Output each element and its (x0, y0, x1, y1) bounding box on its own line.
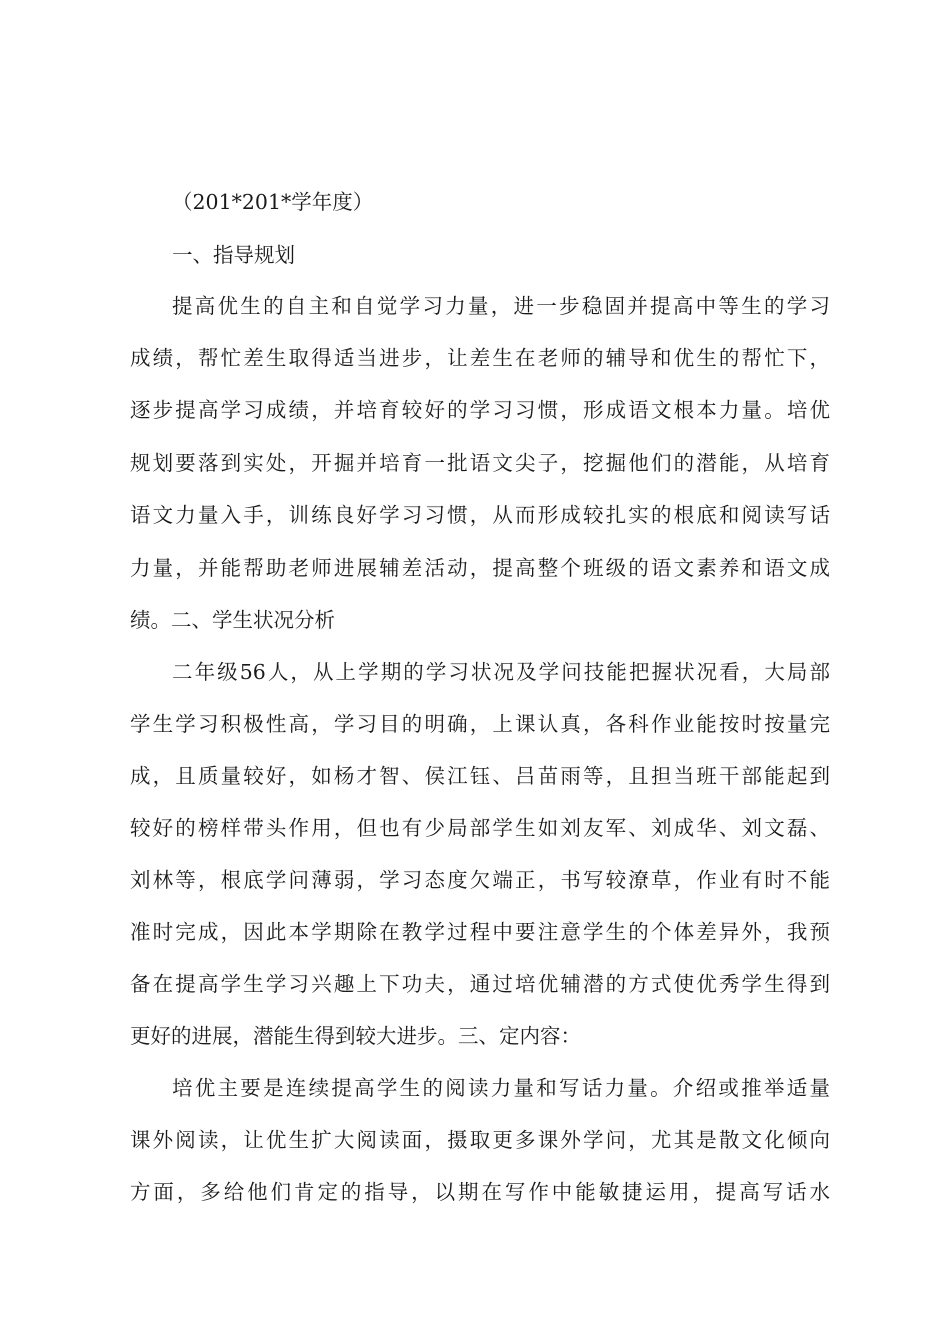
paragraph-line: 成，且质量较好，如杨才智、侯江钰、吕苗雨等，且担当班干部能起到 (130, 764, 830, 788)
paragraph-line: 备在提高学生学习兴趣上下功夫，通过培优辅潜的方式使优秀学生得到 (130, 972, 830, 996)
paragraph-line: 更好的进展，潜能生得到较大进步。三、定内容： (130, 1024, 581, 1048)
paragraph-line: 刘林等，根底学问薄弱，学习态度欠端正，书写较潦草，作业有时不能 (130, 868, 830, 892)
paragraph-line: 课外阅读，让优生扩大阅读面，摄取更多课外学问，尤其是散文化倾向 (130, 1128, 830, 1152)
paragraph-line: 方面，多给他们肯定的指导，以期在写作中能敏捷运用，提高写话水 (130, 1180, 830, 1204)
paragraph-line: 培优主要是连续提高学生的阅读力量和写话力量。介绍或推举适量 (172, 1076, 830, 1100)
paragraph-line: 学生学习积极性高，学习目的明确，上课认真，各科作业能按时按量完 (130, 712, 830, 736)
school-year-subtitle: （201*201*学年度） (172, 190, 374, 214)
paragraph-line: 语文力量入手，训练良好学习习惯，从而形成较扎实的根底和阅读写话 (130, 503, 830, 527)
paragraph-line: 成绩，帮忙差生取得适当进步，让差生在老师的辅导和优生的帮忙下， (130, 346, 830, 370)
paragraph-line: 力量，并能帮助老师进展辅差活动，提高整个班级的语文素养和语文成 (130, 556, 830, 580)
paragraph-line: 准时完成，因此本学期除在教学过程中要注意学生的个体差异外，我预 (130, 920, 830, 944)
paragraph-line: 规划要落到实处，开掘并培育一批语文尖子，挖掘他们的潜能，从培育 (130, 451, 830, 475)
paragraph-line: 较好的榜样带头作用，但也有少局部学生如刘友军、刘成华、刘文磊、 (130, 816, 830, 840)
paragraph-line: 绩。二、学生状况分析 (130, 608, 335, 632)
paragraph-line: 逐步提高学习成绩，并培育较好的学习习惯，形成语文根本力量。培优 (130, 398, 830, 422)
section-heading-guidance-plan: 一、指导规划 (172, 243, 295, 267)
paragraph-line: 提高优生的自主和自觉学习力量，进一步稳固并提高中等生的学习 (172, 294, 830, 318)
paragraph-line: 二年级56人，从上学期的学习状况及学问技能把握状况看，大局部 (172, 660, 830, 684)
